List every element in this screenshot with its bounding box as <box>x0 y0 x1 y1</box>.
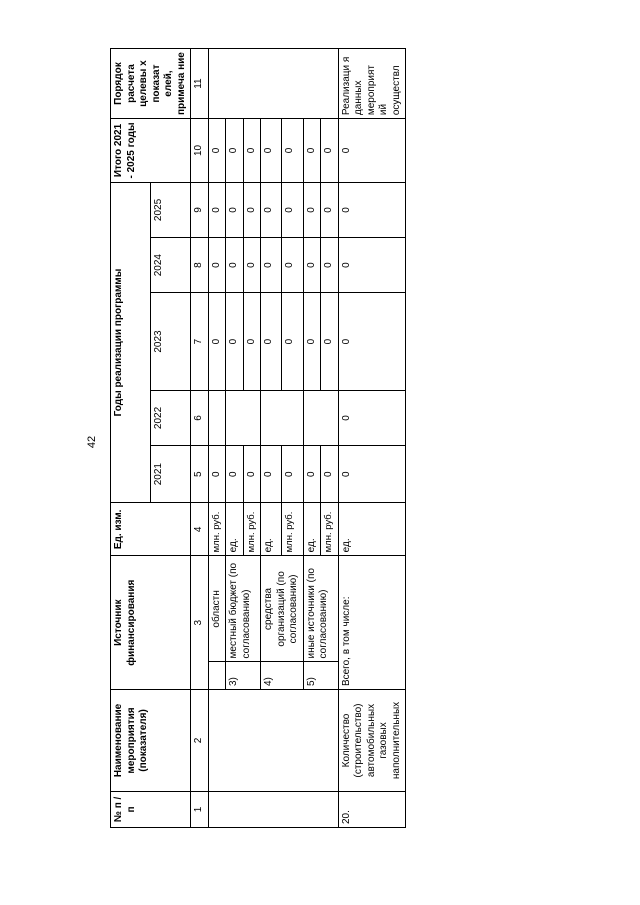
col-number: 11 <box>191 49 209 119</box>
col-number: 2 <box>191 690 209 792</box>
value-cell: 0 <box>282 293 303 391</box>
value-cell: 0 <box>261 446 282 503</box>
value-cell: 0 <box>338 238 406 293</box>
value-cell: 0 <box>338 182 406 237</box>
header-2021: 2021 <box>151 446 191 503</box>
value-cell: 0 <box>321 293 339 391</box>
col-number: 3 <box>191 556 209 690</box>
value-cell: 0 <box>338 446 406 503</box>
value-cell: 0 <box>303 238 321 293</box>
total-cell: 0 <box>243 119 261 183</box>
col-number: 5 <box>191 446 209 503</box>
header-2022: 2022 <box>151 390 191 445</box>
program-table <box>110 48 406 828</box>
value-cell: 0 <box>261 293 282 391</box>
col-number: 1 <box>191 791 209 827</box>
value-cell: 0 <box>208 182 226 237</box>
value-cell: 0 <box>338 390 406 445</box>
header-num: № п / п <box>111 791 191 827</box>
cell-name-empty <box>208 690 338 792</box>
subitem-label: 4) <box>261 662 304 690</box>
unit-cell: млн. руб. <box>243 503 261 556</box>
value-cell: 0 <box>321 182 339 237</box>
table-row <box>208 49 226 828</box>
unit-cell: ед. <box>226 503 244 556</box>
col-number: 8 <box>191 238 209 293</box>
header-unit: Ед. изм. <box>111 503 191 556</box>
value-cell: 0 <box>261 238 282 293</box>
value-cell: 0 <box>226 446 244 503</box>
col-number: 4 <box>191 503 209 556</box>
header-2023: 2023 <box>151 293 191 391</box>
total-cell: 0 <box>282 119 303 183</box>
value-cell: 0 <box>226 293 244 391</box>
source-cell: областн <box>208 556 226 662</box>
total-cell: 0 <box>338 119 406 183</box>
value-cell-empty <box>226 390 261 445</box>
header-2024: 2024 <box>151 238 191 293</box>
column-numbers-row <box>191 49 209 828</box>
total-cell: 0 <box>226 119 244 183</box>
source-cell: средства организаций (по согласованию) <box>261 556 304 662</box>
value-cell: 0 <box>303 293 321 391</box>
value-cell: 0 <box>208 238 226 293</box>
value-cell: 0 <box>243 238 261 293</box>
header-years-group: Годы реализации программы <box>111 182 151 503</box>
value-cell: 0 <box>208 446 226 503</box>
order-cell-empty <box>208 49 338 119</box>
unit-cell: ед. <box>303 503 321 556</box>
total-cell: 0 <box>303 119 321 183</box>
col-number: 9 <box>191 182 209 237</box>
subitem-label: 3) <box>226 662 261 690</box>
total-cell: 0 <box>208 119 226 183</box>
header-source: Источник финансирования <box>111 556 191 690</box>
value-cell: 0 <box>303 446 321 503</box>
value-cell: 0 <box>303 182 321 237</box>
table-row <box>338 49 406 828</box>
value-cell: 0 <box>282 182 303 237</box>
value-cell: 0 <box>321 238 339 293</box>
total-cell: 0 <box>261 119 282 183</box>
value-cell: 0 <box>261 182 282 237</box>
header-order: Порядок расчета целевы х показат елей, примеча ние <box>111 49 191 119</box>
header-total: Итого 2021 - 2025 годы <box>111 119 191 183</box>
subitem-label: 5) <box>303 662 338 690</box>
measure-name: Количество (строительство) автомобильных газовых наполнительных <box>338 690 406 792</box>
value-cell: 0 <box>282 238 303 293</box>
col-number: 7 <box>191 293 209 391</box>
unit-cell: ед. <box>261 503 282 556</box>
value-cell: 0 <box>226 182 244 237</box>
unit-cell: млн. руб. <box>321 503 339 556</box>
value-cell: 0 <box>243 446 261 503</box>
value-cell: 0 <box>243 293 261 391</box>
cell-empty <box>208 662 226 690</box>
source-cell: иные источники (по согласованию) <box>303 556 338 662</box>
order-cell: Реализаци я данных мероприят ий осуществл <box>338 49 406 119</box>
header-2025: 2025 <box>151 182 191 237</box>
value-cell-empty <box>261 390 304 445</box>
value-cell: 0 <box>321 446 339 503</box>
unit-cell: млн. руб. <box>208 503 226 556</box>
value-cell: 0 <box>208 293 226 391</box>
page-number: 42 <box>86 435 98 449</box>
source-cell: местный бюджет (по согласованию) <box>226 556 261 662</box>
unit-cell: млн. руб. <box>282 503 303 556</box>
value-cell-empty <box>303 390 338 445</box>
total-cell: 0 <box>321 119 339 183</box>
rotated-table-wrapper <box>110 48 620 828</box>
col-number: 10 <box>191 119 209 183</box>
row-number: 20. <box>338 791 406 827</box>
unit-cell: ед. <box>338 503 406 556</box>
value-cell: 0 <box>226 238 244 293</box>
value-cell: 0 <box>243 182 261 237</box>
value-cell: 0 <box>338 293 406 391</box>
cell-num-empty <box>208 791 338 827</box>
header-name: Наименование мероприятия (показателя) <box>111 690 191 792</box>
value-cell-empty <box>208 390 226 445</box>
col-number: 6 <box>191 390 209 445</box>
value-cell: 0 <box>282 446 303 503</box>
source-cell: Всего, в том числе: <box>338 556 406 690</box>
